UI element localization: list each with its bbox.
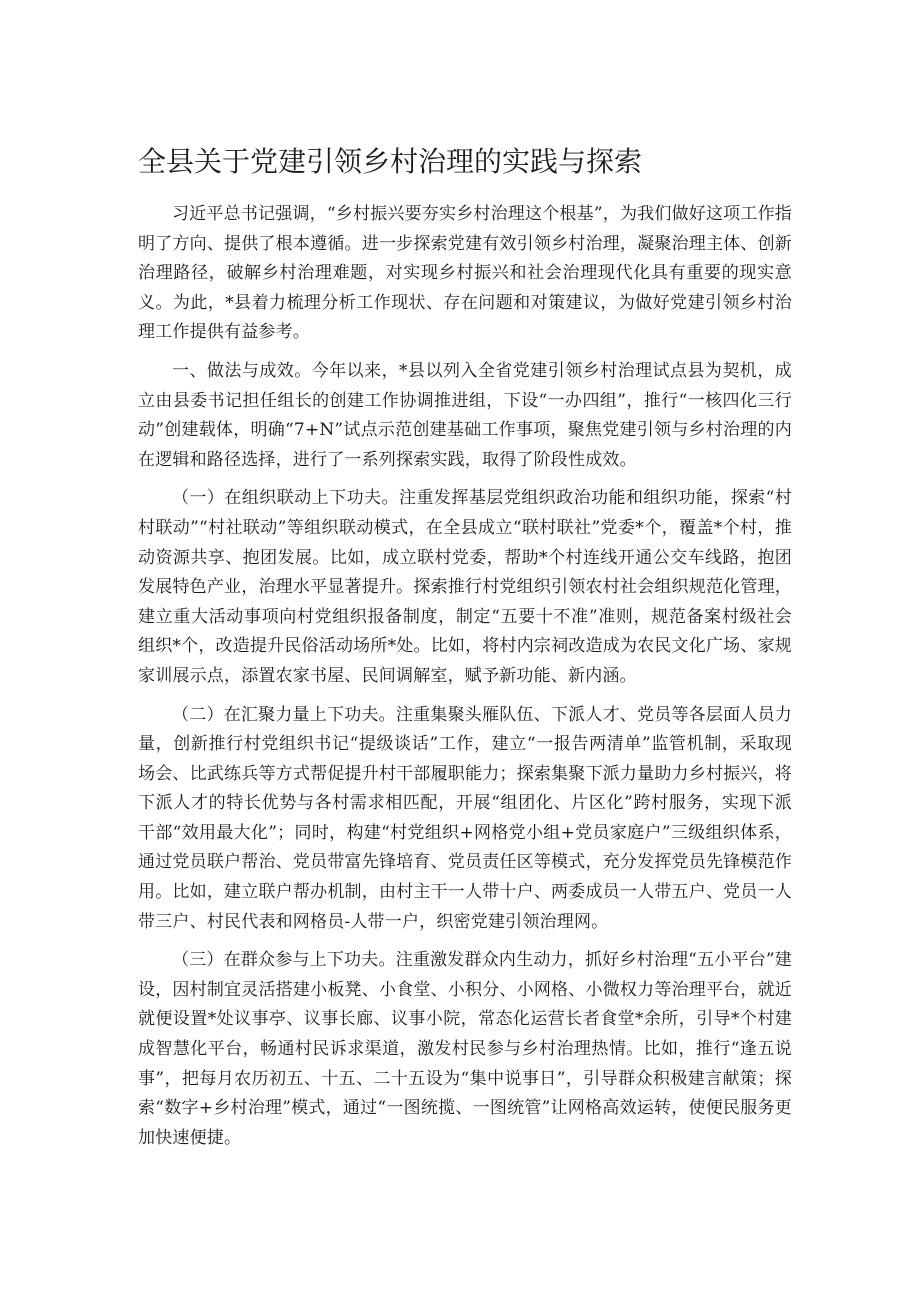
subsection-three-paragraph: （三）在群众参与上下功夫。注重激发群众内生动力，抓好乡村治理“五小平台”建设，因村制宜灵活搭建小板凳、小食堂、小积分、小网格、小微权力等治理平台，就近就便设置*处议事亭、议事长廊、议事小院，常态化运营长者食堂*余所，引导*个村建成智慧化平台，畅通村民诉求渠道，激发村民参与乡村治理热情。比如，推行“逢五说事”，把每月农历初五、十五、二十五设为“集中说事日”，引导群众积极建言献策；探索“数字+乡村治理”模式，通过“一图统揽、一图统管”让网格高效运转，使便民服务更加快速便捷。 [138,950,792,1148]
document-title: 全县关于党建引领乡村治理的实践与探索 [138,145,643,178]
document-body [138,200,792,1162]
section-one-paragraph: 一、做法与成效。今年以来，*县以列入全省党建引领乡村治理试点县为契机，成立由县委书记担任组长的创建工作协调推进组，下设“一办四组”，推行“一核四化三行动”创建载体，明确“7+N”试点示范创建基础工作事项，聚焦党建引领与乡村治理的内在逻辑和路径选择，进行了一系列探索实践，取得了阶段性成效。 [138,360,792,470]
intro-paragraph: 习近平总书记强调，“乡村振兴要夯实乡村治理这个根基”，为我们做好这项工作指明了方向、提供了根本遵循。进一步探索党建有效引领乡村治理，凝聚治理主体、创新治理路径，破解乡村治理难题，对实现乡村振兴和社会治理现代化具有重要的现实意义。为此，*县着力梳理分析工作现状、存在问题和对策建议，为做好党建引领乡村治理工作提供有益参考。 [138,204,792,343]
subsection-two-paragraph: （二）在汇聚力量上下功夫。注重集聚头雁队伍、下派人才、党员等各层面人员力量，创新推行村党组织书记“提级谈话”工作，建立“一报告两清单”监管机制，采取现场会、比武练兵等方式帮促提升村干部履职能力；探索集聚下派力量助力乡村振兴，将下派人才的特长优势与各村需求相匹配，开展“组团化、片区化”跨村服务，实现下派干部“效用最大化”；同时，构建“村党组织+网格党小组+党员家庭户”三级组织体系，通过党员联户帮治、党员带富先锋培育、党员责任区等模式，充分发挥党员先锋模范作用。比如，建立联户帮办机制，由村主干一人带十户、两委成员一人带五户、党员一人带三户、村民代表和网格员-人带一户，织密党建引领治理网。 [138,704,792,932]
subsection-one-paragraph: （一）在组织联动上下功夫。注重发挥基层党组织政治功能和组织功能，探索“村村联动”“村社联动”等组织联动模式，在全县成立“联村联社”党委*个，覆盖*个村，推动资源共享、抱团发展。比如，成立联村党委，帮助*个村连线开通公交车线路，抱团发展特色产业，治理水平显著提升。探索推行村党组织引领农村社会组织规范化管理，建立重大活动事项向村党组织报备制度，制定“五要十不准”准则，规范备案村级社会组织*个，改造提升民俗活动场所*处。比如，将村内宗祠改造成为农民文化广场、家规家训展示点，添置农家书屋、民间调解室，赋予新功能、新内涵。 [138,488,792,686]
